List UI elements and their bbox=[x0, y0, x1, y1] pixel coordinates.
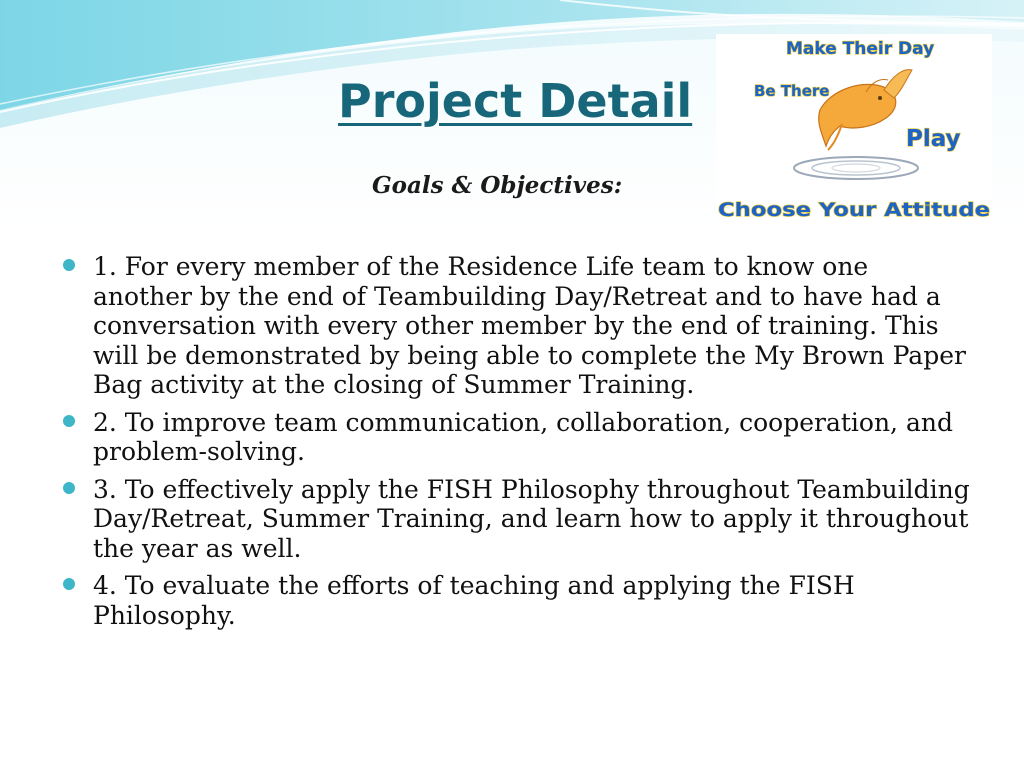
list-item bbox=[60, 252, 970, 400]
objectives-list bbox=[60, 252, 970, 638]
list-item bbox=[60, 571, 970, 630]
fish-word-make-their-day: Make Their Day bbox=[786, 39, 935, 59]
objective-text: 3. To effectively apply the FISH Philosophy throughout Teambuilding Day/Retreat, Summer Training, and learn how to apply it throughout the year as well. bbox=[93, 474, 970, 563]
bullet-icon bbox=[63, 415, 75, 427]
fish-word-be-there: Be There bbox=[754, 82, 830, 100]
list-item bbox=[60, 408, 970, 467]
fish-word-play: Play bbox=[906, 126, 961, 152]
objective-text: 1. For every member of the Residence Life team to know one another by the end of Teambuilding Day/Retreat and to have had a conversation with every other member by the end of training. This will be demonstrated by being able to complete the My Brown Paper Bag activity at the closing of Summer Training. bbox=[93, 252, 966, 399]
bullet-icon bbox=[63, 578, 75, 590]
list-item bbox=[60, 475, 970, 564]
fish-philosophy-graphic bbox=[716, 34, 992, 228]
slide-title: Project Detail bbox=[338, 74, 693, 128]
fish-word-choose-your-attitude: Choose Your Attitude bbox=[718, 199, 990, 221]
slide-subtitle: Goals & Objectives: bbox=[372, 172, 623, 199]
fish-philosophy-image bbox=[716, 34, 992, 228]
bullet-icon bbox=[63, 482, 75, 494]
objective-text: 2. To improve team communication, collaboration, cooperation, and problem-solving. bbox=[93, 407, 953, 466]
bullet-icon bbox=[63, 259, 75, 271]
objective-text: 4. To evaluate the efforts of teaching and applying the FISH Philosophy. bbox=[93, 571, 855, 630]
